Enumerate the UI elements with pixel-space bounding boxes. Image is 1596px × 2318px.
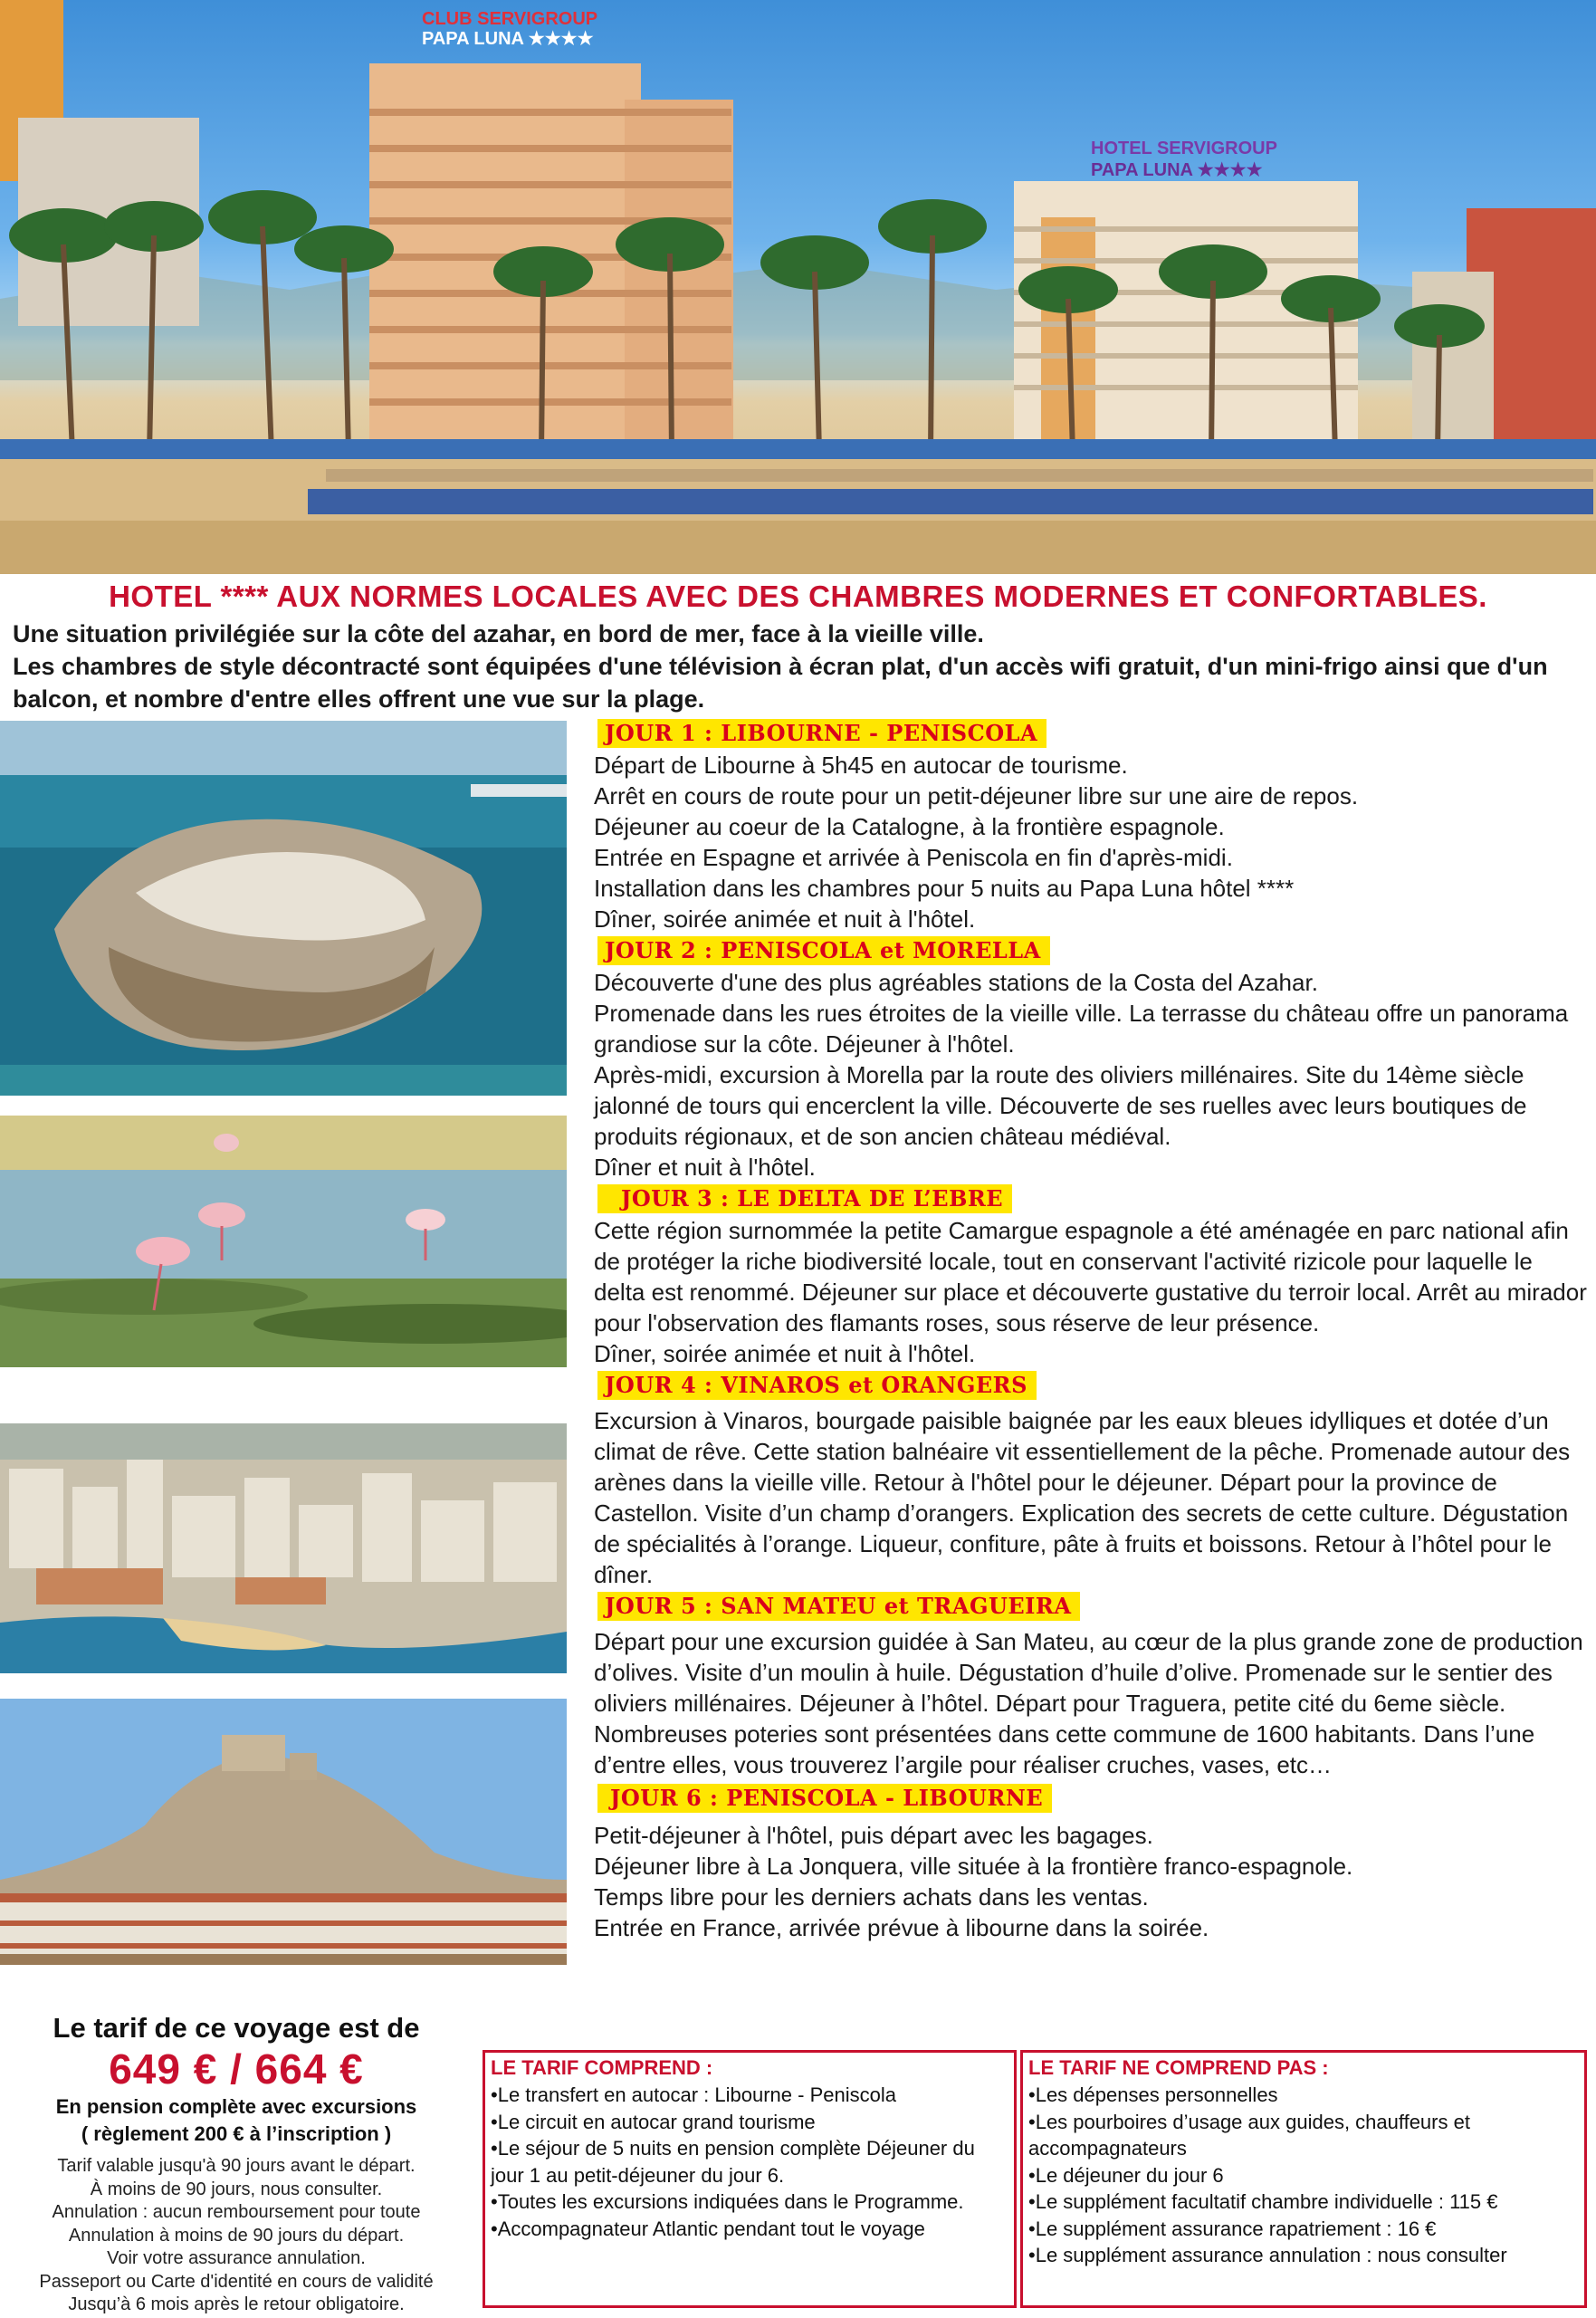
price-board: En pension complète avec excursions bbox=[55, 2095, 417, 2118]
excluded-item: •Les pourboires d’usage aux guides, chauffeurs et accompagnateurs bbox=[1028, 2110, 1470, 2160]
hotel-sign-main: CLUB SERVIGROUP PAPA LUNA ★★★★ bbox=[422, 9, 598, 49]
price-lead: Le tarif de ce voyage est de bbox=[53, 2012, 420, 2044]
day-1 bbox=[594, 719, 1590, 934]
day-1-text: Départ de Libourne à 5h45 en autocar de tourisme. Arrêt en cours de route pour un petit-déjeuner libre sur une aire de repos. Déjeuner au coeur de la Catalogne, à la frontière espagnole. Entrée en Espagne et arrivée à Peniscola en fin d'après-midi. Installation dans les chambres pour 5 nuits au Papa Luna hôtel **** Dîner, soirée animée et nuit à l'hôtel. bbox=[594, 752, 1359, 933]
excluded-item: •Le supplément assurance rapatriement : 16 € bbox=[1028, 2217, 1437, 2240]
hotel-sign-right: HOTEL SERVIGROUP PAPA LUNA ★★★★ bbox=[1091, 139, 1277, 180]
day-4-text: Excursion à Vinaros, bourgade paisible baignée par les eaux bleues idylliques et dotée d’un climat de rêve. Cette station balnéaire vit essentiellement de la pêche. Promenade autour des arènes dans la vieille ville. Retour à l'hôtel pour le déjeuner. Départ pour la province de Castellon. Visite d’un champ d’orangers. Explication des secrets de cette culture. Dégustation de spécialités à l’orange. Liqueur, confiture, pâte à fruits et boissons. Retour à l’hôtel pour le dîner. bbox=[594, 1407, 1571, 1588]
price-note: Annulation à moins de 90 jours du départ. bbox=[68, 2225, 405, 2246]
price-note: Tarif valable jusqu'à 90 jours avant le départ. bbox=[57, 2156, 416, 2176]
price-amount: 649 € / 664 € bbox=[109, 2045, 364, 2093]
day-4 bbox=[594, 1371, 1590, 1590]
day-4-title: JOUR 4 : VINAROS et ORANGERS bbox=[597, 1371, 1037, 1400]
itinerary bbox=[594, 719, 1590, 1945]
excluded-item: •Le déjeuner du jour 6 bbox=[1028, 2163, 1224, 2187]
included-item: •Accompagnateur Atlantic pendant tout le voyage bbox=[491, 2217, 925, 2240]
included-item: •Le séjour de 5 nuits en pension complète Déjeuner du jour 1 au petit-déjeuner du jour 6. bbox=[491, 2137, 975, 2187]
included-item: •Le transfert en autocar : Libourne - Peniscola bbox=[491, 2083, 896, 2106]
day-6-text: Petit-déjeuner à l'hôtel, puis départ avec les bagages. Déjeuner libre à La Jonquera, ville située à la frontière franco-espagnole. Temps libre pour les derniers achats dans les ventas. Entrée en France, arrivée prévue à libourne dans la soirée. bbox=[594, 1822, 1353, 1941]
peniscola-aerial-photo bbox=[0, 721, 567, 1096]
price-deposit: ( règlement 200 € à l’inscription ) bbox=[81, 2122, 392, 2145]
price-note: Passeport ou Carte d'identité en cours de validité bbox=[39, 2271, 434, 2292]
included-title: LE TARIF COMPREND : bbox=[491, 2056, 713, 2079]
price-note: Annulation : aucun remboursement pour toute bbox=[52, 2202, 421, 2222]
day-2 bbox=[594, 936, 1590, 1183]
intro-rooms: Les chambres de style décontracté sont équipées d'une télévision à écran plat, d'un accès wifi gratuit, d'un mini-frigo ainsi que d'un balcon, et nombre d'entre elles offrent une vue sur la plage. bbox=[13, 653, 1548, 713]
day-3-title: JOUR 3 : LE DELTA DE L’EBRE bbox=[597, 1184, 1012, 1213]
day-6-title: JOUR 6 : PENISCOLA - LIBOURNE bbox=[597, 1784, 1052, 1813]
hero-hotel-photo bbox=[0, 0, 1596, 574]
included-item: •Le circuit en autocar grand tourisme bbox=[491, 2110, 816, 2133]
day-6 bbox=[594, 1784, 1590, 1943]
excluded-item: •Le supplément facultatif chambre individuelle : 115 € bbox=[1028, 2190, 1498, 2213]
included-box bbox=[483, 2050, 1017, 2308]
price-note: À moins de 90 jours, nous consulter. bbox=[90, 2179, 383, 2199]
day-3 bbox=[594, 1184, 1590, 1369]
price-block bbox=[0, 2012, 473, 2317]
excluded-item: •Le supplément assurance annulation : nous consulter bbox=[1028, 2244, 1507, 2266]
price-note: Jusqu’à 6 mois après le retour obligatoire. bbox=[68, 2294, 405, 2314]
day-5-title: JOUR 5 : SAN MATEU et TRAGUEIRA bbox=[597, 1592, 1080, 1621]
included-item: •Toutes les excursions indiquées dans le Programme. bbox=[491, 2190, 964, 2213]
day-5 bbox=[594, 1592, 1590, 1780]
day-5-text: Départ pour une excursion guidée à San Mateu, au cœur de la plus grande zone de production d’olives. Visite d’un moulin à huile. Dégustation d’huile d’olive. Promenade sur le sentier des oliviers millénaires. Déjeuner à l’hôtel. Départ pour Traguera, petite cité du 6eme siècle. Nombreuses poteries sont présentées dans cette commune de 1600 habitants. Dans l’une d’entre elles, vous trouverez l’argile pour réaliser cruches, vases, etc… bbox=[594, 1628, 1583, 1778]
intro-location: Une situation privilégiée sur la côte del azahar, en bord de mer, face à la vieille ville. bbox=[13, 620, 984, 647]
excluded-box bbox=[1020, 2050, 1587, 2308]
vinaros-town-photo bbox=[0, 1423, 567, 1673]
day-1-title: JOUR 1 : LIBOURNE - PENISCOLA bbox=[597, 719, 1046, 748]
hotel-headline: HOTEL **** AUX NORMES LOCALES AVEC DES CHAMBRES MODERNES ET CONFORTABLES. bbox=[109, 580, 1487, 613]
ebro-delta-flamingos-photo bbox=[0, 1116, 567, 1367]
day-2-title: JOUR 2 : PENISCOLA et MORELLA bbox=[597, 936, 1050, 965]
morella-castle-photo bbox=[0, 1699, 567, 1965]
price-note: Voir votre assurance annulation. bbox=[107, 2248, 366, 2268]
excluded-item: •Les dépenses personnelles bbox=[1028, 2083, 1278, 2106]
day-2-text: Découverte d'une des plus agréables stations de la Costa del Azahar. Promenade dans les rues étroites de la vieille ville. La terrasse du château offre un panorama grandiose sur la côte. Déjeuner à l'hôtel. Après-midi, excursion à Morella par la route des oliviers millénaires. Site du 14ème siècle jalonné de tours qui encerclent la ville. Découverte de ses ruelles avec leurs boutiques de produits régionaux, et de son ancien château médiéval. Dîner et nuit à l'hôtel. bbox=[594, 969, 1569, 1181]
day-3-text: Cette région surnommée la petite Camargue espagnole a été aménagée en parc national afin de protéger la riche biodiversité locale, tout en conservant l'activité rizicole pour laquelle le delta est renommé. Déjeuner sur place et découverte gustative du terroir local. Arrêt au mirador pour l'observation des flamants roses, sous réserve de leur présence. Dîner, soirée animée et nuit à l'hôtel. bbox=[594, 1217, 1587, 1367]
excluded-title: LE TARIF NE COMPREND PAS : bbox=[1028, 2056, 1329, 2079]
